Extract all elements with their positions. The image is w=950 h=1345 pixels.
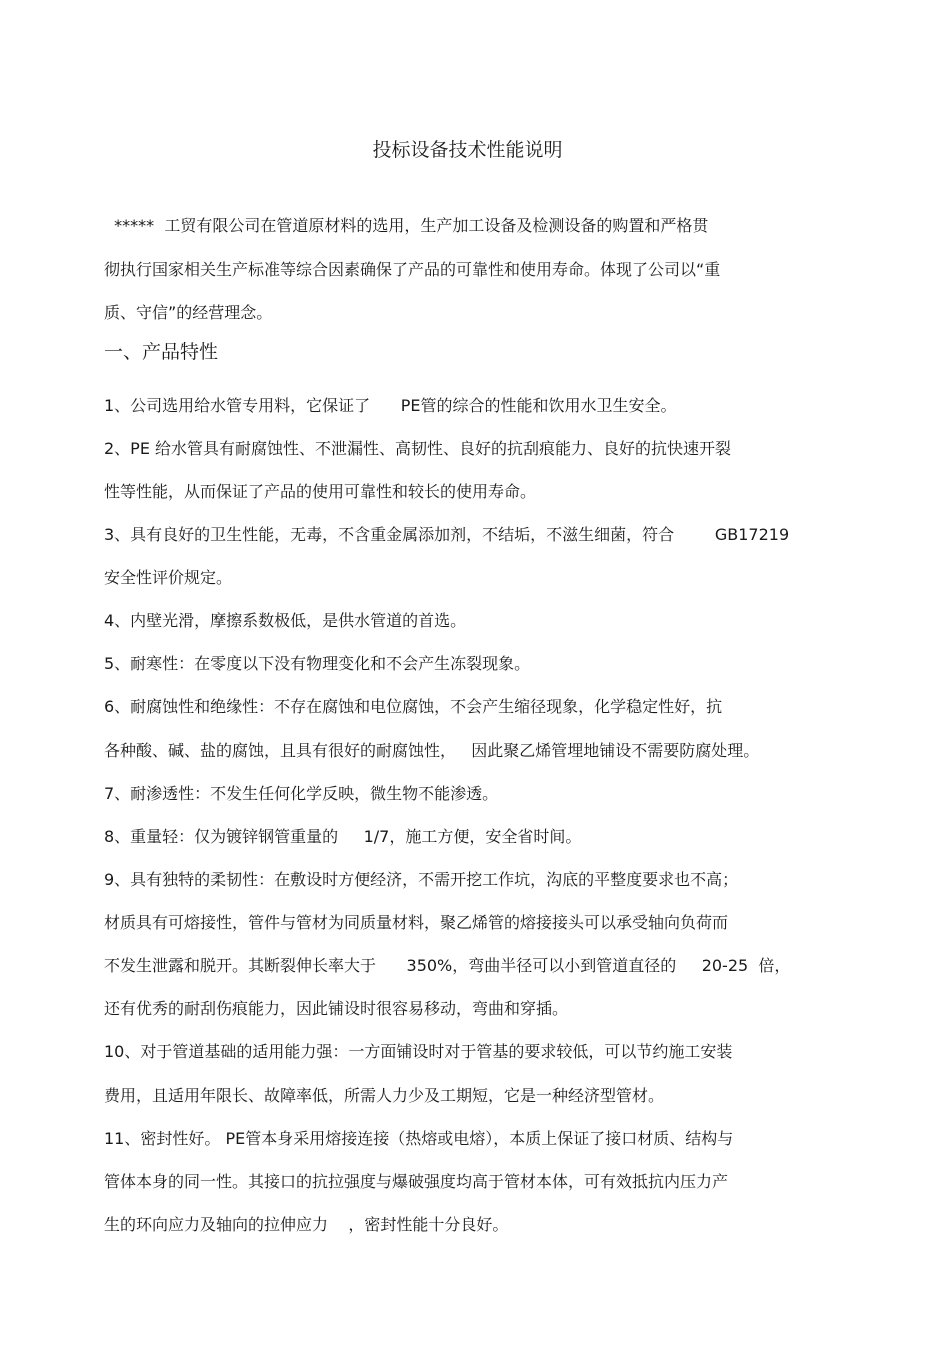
- intro-line-3: 质、守信”的经营理念。: [104, 303, 273, 322]
- document-title: 投标设备技术性能说明: [372, 139, 563, 161]
- intro-line-1: ***** 工贸有限公司在管道原材料的选用，生产加工设备及检测设备的购置和严格贯: [104, 216, 709, 235]
- item-line: 各种酸、碱、盐的腐蚀，且具有很好的耐腐蚀性， 因此聚乙烯管埋地铺设不需要防腐处理。: [104, 741, 760, 760]
- item-line: 7、耐渗透性：不发生任何化学反映，微生物不能渗透。: [104, 784, 499, 803]
- item-line: 3、具有良好的卫生性能，无毒，不含重金属添加剂，不结垢，不滋生细菌，符合 GB17219: [104, 525, 790, 544]
- item-line: 管体本身的同一性。其接口的抗拉强度与爆破强度均高于管材本体，可有效抵抗内压力产: [104, 1172, 729, 1191]
- item-line: 安全性评价规定。: [104, 568, 233, 587]
- item-line: 10、对于管道基础的适用能力强：一方面铺设时对于管基的要求较低，可以节约施工安装: [104, 1042, 733, 1061]
- item-line: 生的环向应力及轴向的拉伸应力 ，密封性能十分良好。: [104, 1215, 509, 1234]
- item-line: 不发生泄露和脱开。其断裂伸长率大于 350%，弯曲半径可以小到管道直径的 20-25 倍，: [104, 956, 791, 975]
- item-line: 6、耐腐蚀性和绝缘性：不存在腐蚀和电位腐蚀，不会产生缩径现象，化学稳定性好，抗: [104, 697, 723, 716]
- item-line: 1、公司选用给水管专用料，它保证了 PE管的综合的性能和饮用水卫生安全。: [104, 396, 677, 415]
- item-line: 4、内壁光滑，摩擦系数极低，是供水管道的首选。: [104, 611, 467, 630]
- item-line: 还有优秀的耐刮伤痕能力，因此铺设时很容易移动，弯曲和穿插。: [104, 999, 569, 1018]
- item-line: 材质具有可熔接性，管件与管材为同质量材料，聚乙烯管的熔接接头可以承受轴向负荷而: [104, 913, 729, 932]
- section-heading: 一、产品特性: [104, 341, 219, 363]
- item-line: 5、耐寒性：在零度以下没有物理变化和不会产生冻裂现象。: [104, 654, 531, 673]
- item-line: 11、密封性好。 PE管本身采用熔接连接（热熔或电熔），本质上保证了接口材质、结构与: [104, 1129, 734, 1148]
- item-line: 费用，且适用年限长、故障率低，所需人力少及工期短，它是一种经济型管材。: [104, 1086, 665, 1105]
- item-line: 2、PE 给水管具有耐腐蚀性、不泄漏性、高韧性、良好的抗刮痕能力、良好的抗快速开裂: [104, 439, 732, 458]
- item-line: 性等性能，从而保证了产品的使用可靠性和较长的使用寿命。: [104, 482, 537, 501]
- item-line: 9、具有独特的柔韧性：在敷设时方便经济，不需开挖工作坑，沟底的平整度要求也不高；: [104, 870, 739, 889]
- item-line: 8、重量轻：仅为镀锌钢管重量的 1/7，施工方便，安全省时间。: [104, 827, 582, 846]
- intro-line-2: 彻执行国家相关生产标准等综合因素确保了产品的可靠性和使用寿命。体现了公司以“重: [104, 260, 721, 279]
